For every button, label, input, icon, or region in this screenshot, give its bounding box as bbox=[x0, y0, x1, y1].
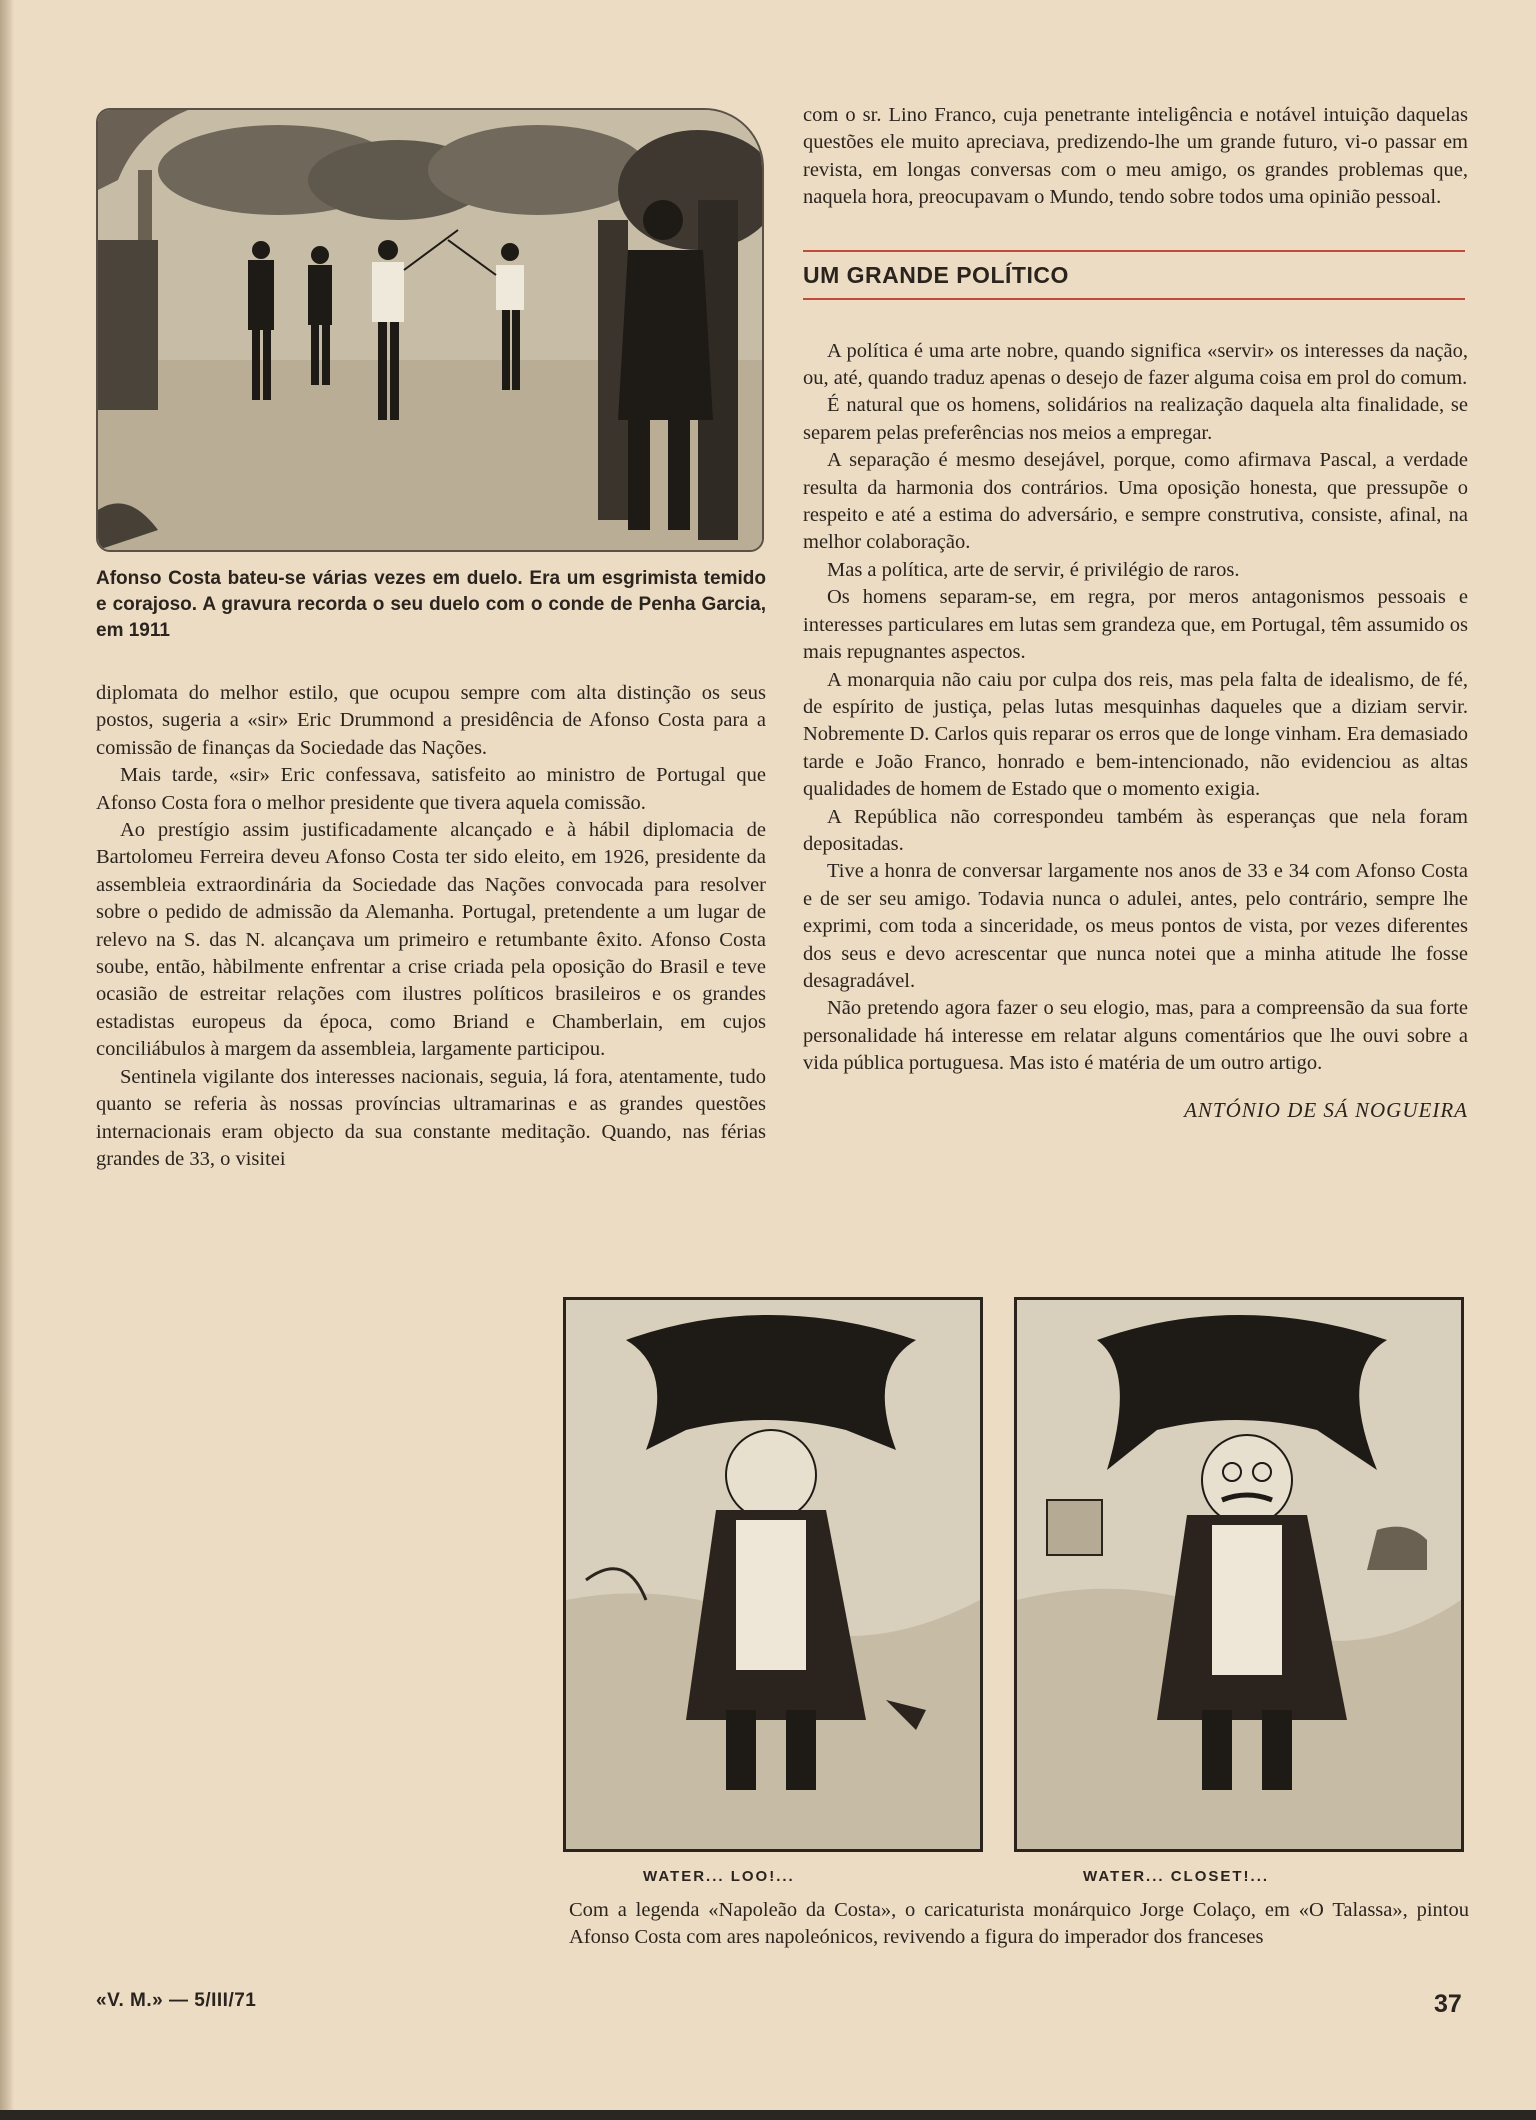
right-paragraph: A monarquia não caiu por culpa dos reis, mas pela falta de idealismo, de fé, de espírito de justiça, pelas lutas mesquinhas daqueles que a diziam servir. Nobremente D. Carlos quis reparar os erros que de longe vinham. Era demasiado tarde e João Franco, honrado e bem-intencionado, não evidenciou as altas qualidades de homem de Estado que o momento exigia. bbox=[803, 668, 1468, 801]
right-paragraph: Não pretendo agora fazer o seu elogio, mas, para a compreensão da sua forte personalidade há interesse em relatar alguns comentários que lhe ouvi sobre a vida pública portuguesa. Mas isto é matéria de um outro artigo. bbox=[803, 997, 1468, 1075]
right-paragraph: A separação é mesmo desejável, porque, como afirmava Pascal, a verdade resulta da harmonia dos contrários. Uma oposição honesta, que pressupõe o respeito e até a estima do adversário, e sempre construtiva, consiste, afinal, na melhor colaboração. bbox=[803, 449, 1468, 554]
right-column bbox=[803, 102, 1468, 1123]
issue-footer: «V. M.» — 5/III/71 bbox=[96, 1990, 257, 2011]
right-paragraph: Mas a política, arte de servir, é privilégio de raros. bbox=[827, 558, 1240, 581]
cartoon-right-illustration bbox=[1017, 1300, 1461, 1849]
photo-caption: Afonso Costa bateu-se várias vezes em duelo. Era um esgrimista temido e corajoso. A gravura recorda o seu duelo com o conde de Penha Garcia, em 1911 bbox=[96, 568, 766, 641]
author-signature: ANTÓNIO DE SÁ NOGUEIRA bbox=[1184, 1097, 1468, 1122]
cartoon-left-label: WATER... LOO!... bbox=[643, 1868, 795, 1885]
right-paragraph: É natural que os homens, solidários na realização daquela alta finalidade, se separem pelas preferências nos meios a empregar. bbox=[803, 394, 1468, 444]
cartoon-right bbox=[1014, 1297, 1464, 1852]
duel-photo-illustration bbox=[98, 110, 762, 550]
left-paragraph: Sentinela vigilante dos interesses nacionais, seguia, lá fora, atentamente, tudo quanto se referia às nossas províncias ultramarinas e as grandes questões internacionais eram objecto da sua constante meditação. Quando, nas férias grandes de 33, o visitei bbox=[96, 1065, 766, 1170]
right-paragraph: Os homens separam-se, em regra, por meros antagonismos pessoais e interesses particulares em lutas sem grandeza que, em Portugal, têm assumido os mais repugnantes aspectos. bbox=[803, 586, 1468, 664]
right-paragraph: A República não correspondeu também às esperanças que nela foram depositadas. bbox=[803, 805, 1468, 855]
left-column bbox=[96, 108, 766, 1173]
page-number: 37 bbox=[1434, 1990, 1462, 2018]
left-paragraph: diplomata do melhor estilo, que ocupou sempre com alta distinção os seus postos, sugeria a «sir» Eric Drummond a presidência de Afonso Costa para a comissão de finanças da Sociedade das Nações. bbox=[96, 682, 766, 759]
cartoon-left-illustration bbox=[566, 1300, 980, 1849]
duel-photo bbox=[96, 108, 764, 552]
cartoon-caption: Com a legenda «Napoleão da Costa», o caricaturista monárquico Jorge Colaço, em «O Talassa», pintou Afonso Costa com ares napoleónicos, revivendo a figura do imperador dos franceses bbox=[569, 1899, 1469, 1948]
cartoon-right-label: WATER... CLOSET!... bbox=[1083, 1868, 1270, 1885]
right-paragraph: Tive a honra de conversar largamente nos anos de 33 e 34 com Afonso Costa e de ser seu amigo. Todavia nunca o adulei, antes, pelo contrário, sempre lhe exprimi, com toda a sinceridade, os meus pontos de vista, por vezes diferentes dos seus e devo acrescentar que nunca notei que a minha atitude lhe fosse desagradável. bbox=[803, 860, 1468, 992]
cartoon-left bbox=[563, 1297, 983, 1852]
left-paragraph: Mais tarde, «sir» Eric confessava, satisfeito ao ministro de Portugal que Afonso Costa fora o melhor presidente que tivera aquela comissão. bbox=[96, 764, 766, 814]
right-paragraph: A política é uma arte nobre, quando significa «servir» os interesses da nação, ou, até, quando traduz apenas o desejo de fazer alguma coisa em prol do comum. bbox=[803, 339, 1468, 390]
right-intro-paragraph: com o sr. Lino Franco, cuja penetrante inteligência e notável intuição daquelas questões ele muito apreciava, predizendo-lhe um grande futuro, vi-o passar em revista, em longas conversas com o meu amigo, os grandes problemas que, naquela hora, preocupavam o Mundo, tendo sobre todos uma opinião pessoal. bbox=[803, 104, 1468, 209]
page-bottom-edge bbox=[0, 2110, 1536, 2120]
left-column-text bbox=[96, 680, 766, 1173]
section-title: UM GRANDE POLÍTICO bbox=[803, 261, 1069, 288]
page-edge bbox=[0, 0, 14, 2120]
left-paragraph: Ao prestígio assim justificadamente alcançado e à hábil diplomacia de Bartolomeu Ferreira deveu Afonso Costa ter sido eleito, em 1926, presidente da assembleia extraordinária da Sociedade das Nações convocada para resolver sobre o pedido de admissão da Alemanha. Portugal, pretendente a um lugar de relevo na S. das N. alcançava um primeiro e retumbante êxito. Afonso Costa soube, então, hàbilmente enfrentar a crise criada pela oposição do Brasil e teve ocasião de estreitar relações com ilustres políticos brasileiros e os grandes estadistas europeus da época, como Briand e Chamberlain, em cujos conciliábulos à margem da assembleia, largamente participou. bbox=[96, 819, 766, 1061]
